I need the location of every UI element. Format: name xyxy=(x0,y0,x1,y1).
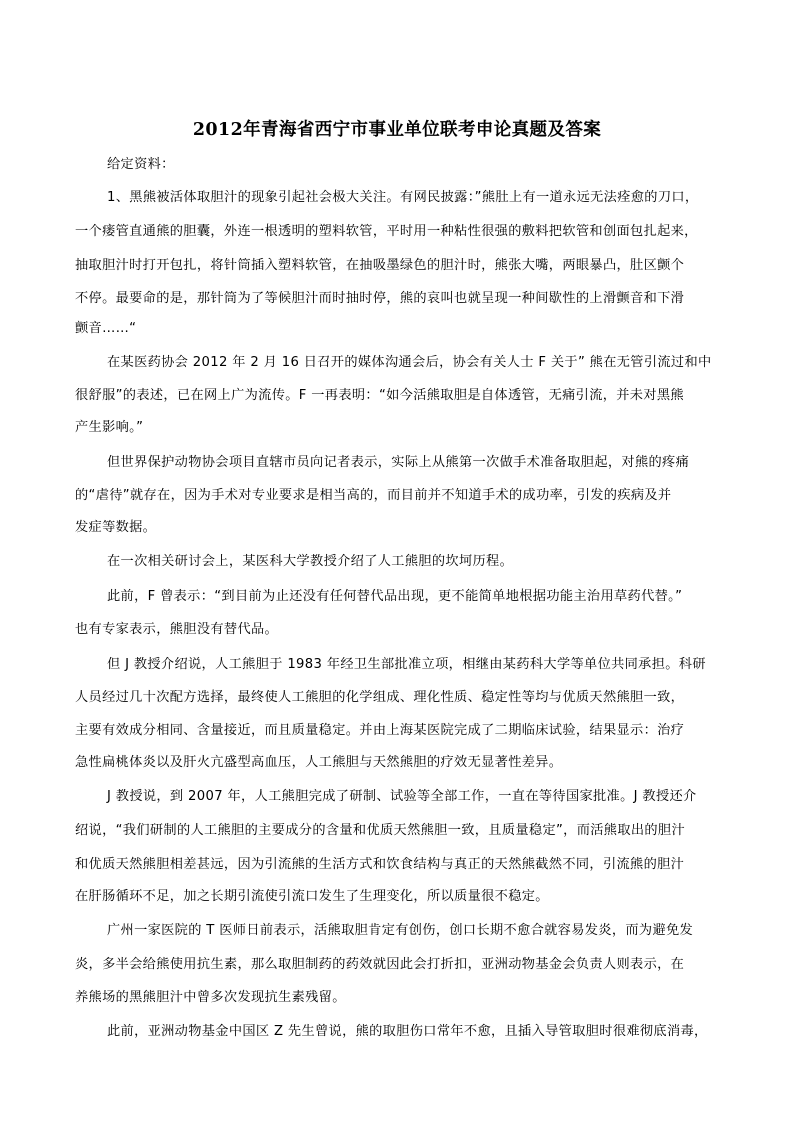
text-line: 给定资料： xyxy=(107,157,175,172)
text-line: 但世界保护动物协会项目直辖市员向记者表示，实际上从熊第一次做手术准备取胆起，对熊的疼痛 xyxy=(107,455,690,470)
text-line: 但 J 教授介绍说，人工熊胆于 1983 年经卫生部批准立项，相继由某药科大学等单位共同承担。科研 xyxy=(107,657,706,672)
text-line: 主要有效成分相同、含量接近，而且质量稳定。并由上海某医院完成了二期临床试验，结果显示：治疗 xyxy=(75,723,685,738)
text-line: 养熊场的黑熊胆汁中曾多次发现抗生素残留。 xyxy=(75,990,346,1005)
text-line: 人员经过几十次配方选择，最终使人工熊胆的化学组成、理化性质、稳定性等均与优质天然熊胆一致， xyxy=(75,690,685,705)
text-line: 产生影响。” xyxy=(75,420,144,435)
text-line: 抽取胆汁时打开包扎，将针筒插入塑料软管，在抽吸墨绿色的胆汁时，熊张大嘴，两眼暴凸，肚区颤个 xyxy=(75,258,685,273)
text-line: 广州一家医院的 T 医师日前表示，活熊取胆肯定有创伤，创口长期不愈合就容易发炎，而为避免发 xyxy=(107,923,694,938)
text-line: 在某医药协会 2012 年 2 月 16 日召开的媒体沟通会后，协会有关人士 F 关于” 熊在无管引流过和中 xyxy=(107,355,712,370)
text-line: 1、黑熊被活体取胆汁的现象引起社会极大关注。有网民披露：”熊肚上有一道永远无法痊愈的刀口， xyxy=(107,190,699,205)
text-line: 的“虐待”就存在，因为手术对专业要求是相当高的，而目前并不知道手术的成功率，引发的疾病及并 xyxy=(75,488,672,503)
text-line: 一个瘘管直通熊的胆囊，外连一根透明的塑料软管，平时用一种粘性很强的敷料把软管和创面包扎起来， xyxy=(75,224,698,239)
document-title: 2012年青海省西宁市事业单位联考申论真题及答案 xyxy=(192,120,602,140)
text-line: J 教授说，到 2007 年，人工熊胆完成了研制、试验等全部工作，一直在等待国家批准。J 教授还介 xyxy=(107,789,697,804)
text-line: 在一次相关研讨会上，某医科大学教授介绍了人工熊胆的坎坷历程。 xyxy=(107,554,514,569)
text-line: 急性扁桃体炎以及肝火亢盛型高血压，人工熊胆与天然熊胆的疗效无显著性差异。 xyxy=(75,755,563,770)
text-line: 炎，多半会给熊使用抗生素，那么取胆制药的药效就因此会打折扣，亚洲动物基金会负责人则表示，在 xyxy=(75,957,685,972)
text-line: 也有专家表示，熊胆没有替代品。 xyxy=(75,622,279,637)
text-line: 此前，F 曾表示：“到目前为止还没有任何替代品出现，更不能简单地根据功能主治用草药代替。” xyxy=(107,589,683,604)
text-line: 和优质天然熊胆相差甚远，因为引流熊的生活方式和饮食结构与真正的天然熊截然不同，引流熊的胆汁 xyxy=(75,857,685,872)
text-line: 此前，亚洲动物基金中国区 Z 先生曾说，熊的取胆伤口常年不愈，且插入导管取胆时很难彻底消毒， xyxy=(107,1024,708,1039)
text-line: 发症等数据。 xyxy=(75,520,157,535)
text-line: 绍说，“我们研制的人工熊胆的主要成分的含量和优质天然熊胆一致，且质量稳定”，而活熊取出的胆汁 xyxy=(75,823,686,838)
text-line: 很舒服”的表述，已在网上广为流传。F 一再表明：“如今活熊取胆是自体透管，无痛引流，并未对黑熊 xyxy=(75,388,684,403)
text-line: 颤音……“ xyxy=(75,321,137,336)
text-line: 在肝肠循环不足，加之长期引流使引流口发生了生理变化，所以质量很不稳定。 xyxy=(75,889,549,904)
text-line: 不停。最要命的是，那针筒为了等候胆汁而时抽时停，熊的哀叫也就呈现一种间歇性的上滑颤音和下滑 xyxy=(75,291,685,306)
